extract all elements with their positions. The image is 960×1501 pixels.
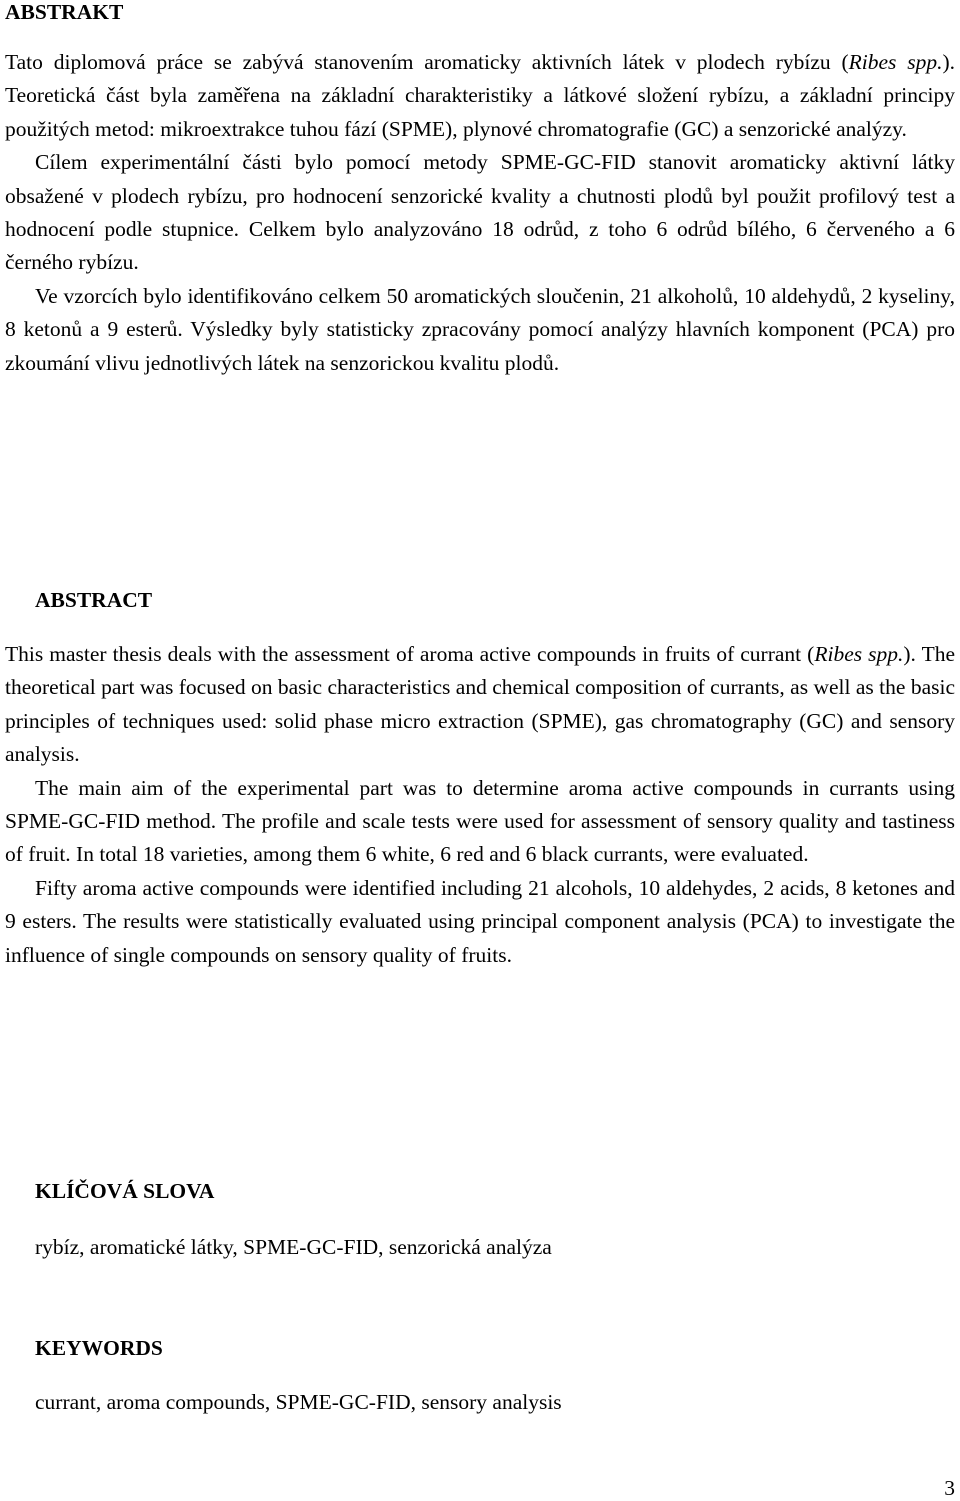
- abstrakt-paragraph-3: Ve vzorcích bylo identifikováno celkem 50 aromatických sloučenin, 21 alkoholů, 10 aldehydů, 2 kyseliny, 8 ketonů a 9 esterů. Výsledky byly statisticky zpracovány pomocí analýzy hlavních komponent (PCA) pro zkoumání vlivu jednotlivých látek na senzorickou kvalitu plodů.: [5, 283, 955, 375]
- abstract-paragraph-3: Fifty aroma active compounds were identified including 21 alcohols, 10 aldehydes, 2 acids, 8 ketones and 9 esters. The results were statistically evaluated using principal component analysis (PCA) to investigate the influence of single compounds on sensory quality of fruits.: [5, 875, 955, 967]
- klicova-slova-heading: KLÍČOVÁ SLOVA: [35, 1179, 215, 1203]
- abstract-paragraph-1: [5, 638, 955, 772]
- abstrakt-p1-italic: Ribes spp.: [848, 50, 943, 74]
- page-number: 3: [944, 1476, 955, 1500]
- abstrakt-body: [5, 46, 955, 380]
- abstract-p1-text-end: ). The theoretical part was focused on basic characteristics and chemical composition of currants, as well as the basic principles of techniques used: solid phase micro extraction (SPME), gas chromatography (GC) and sensory analysis.: [5, 642, 955, 767]
- abstrakt-paragraph-2: Cílem experimentální části bylo pomocí metody SPME-GC-FID stanovit aromaticky aktivní látky obsažené v plodech rybízu, pro hodnocení senzorické kvality a chutnosti plodů byl použit profilový test a hodnocení podle stupnice. Celkem bylo analyzováno 18 odrůd, z toho 6 odrůd bílého, 6 červeného a 6 černého rybízu.: [5, 150, 955, 275]
- abstract-p1-text: This master thesis deals with the assessment of aroma active compounds in fruits of currant (: [5, 642, 815, 666]
- abstrakt-paragraph-1: [5, 46, 955, 146]
- abstract-body: [5, 638, 955, 972]
- keywords-heading: KEYWORDS: [35, 1336, 163, 1360]
- keywords-text: currant, aroma compounds, SPME-GC-FID, sensory analysis: [35, 1390, 562, 1414]
- abstrakt-p1-text: Tato diplomová práce se zabývá stanovením aromaticky aktivních látek v plodech rybízu (: [5, 50, 849, 74]
- abstrakt-p1-text-end: ). Teoretická část byla zaměřena na základní charakteristiky a látkové složení rybízu, a základní principy použitých metod: mikroextrakce tuhou fází (SPME), plynové chromatografie (GC) a senzorické analýzy.: [5, 50, 955, 141]
- abstrakt-heading: ABSTRAKT: [5, 0, 124, 24]
- klicova-slova-text: rybíz, aromatické látky, SPME-GC-FID, senzorická analýza: [35, 1235, 552, 1259]
- abstrakt-section: [5, 0, 955, 24]
- abstract-section: [35, 588, 955, 612]
- abstract-p1-italic: Ribes spp.: [814, 642, 904, 666]
- abstract-heading: ABSTRACT: [35, 588, 153, 612]
- abstract-paragraph-2: The main aim of the experimental part was to determine aroma active compounds in currants using SPME-GC-FID method. The profile and scale tests were used for assessment of sensory quality and tastiness of fruit. In total 18 varieties, among them 6 white, 6 red and 6 black currants, were evaluated.: [5, 775, 955, 867]
